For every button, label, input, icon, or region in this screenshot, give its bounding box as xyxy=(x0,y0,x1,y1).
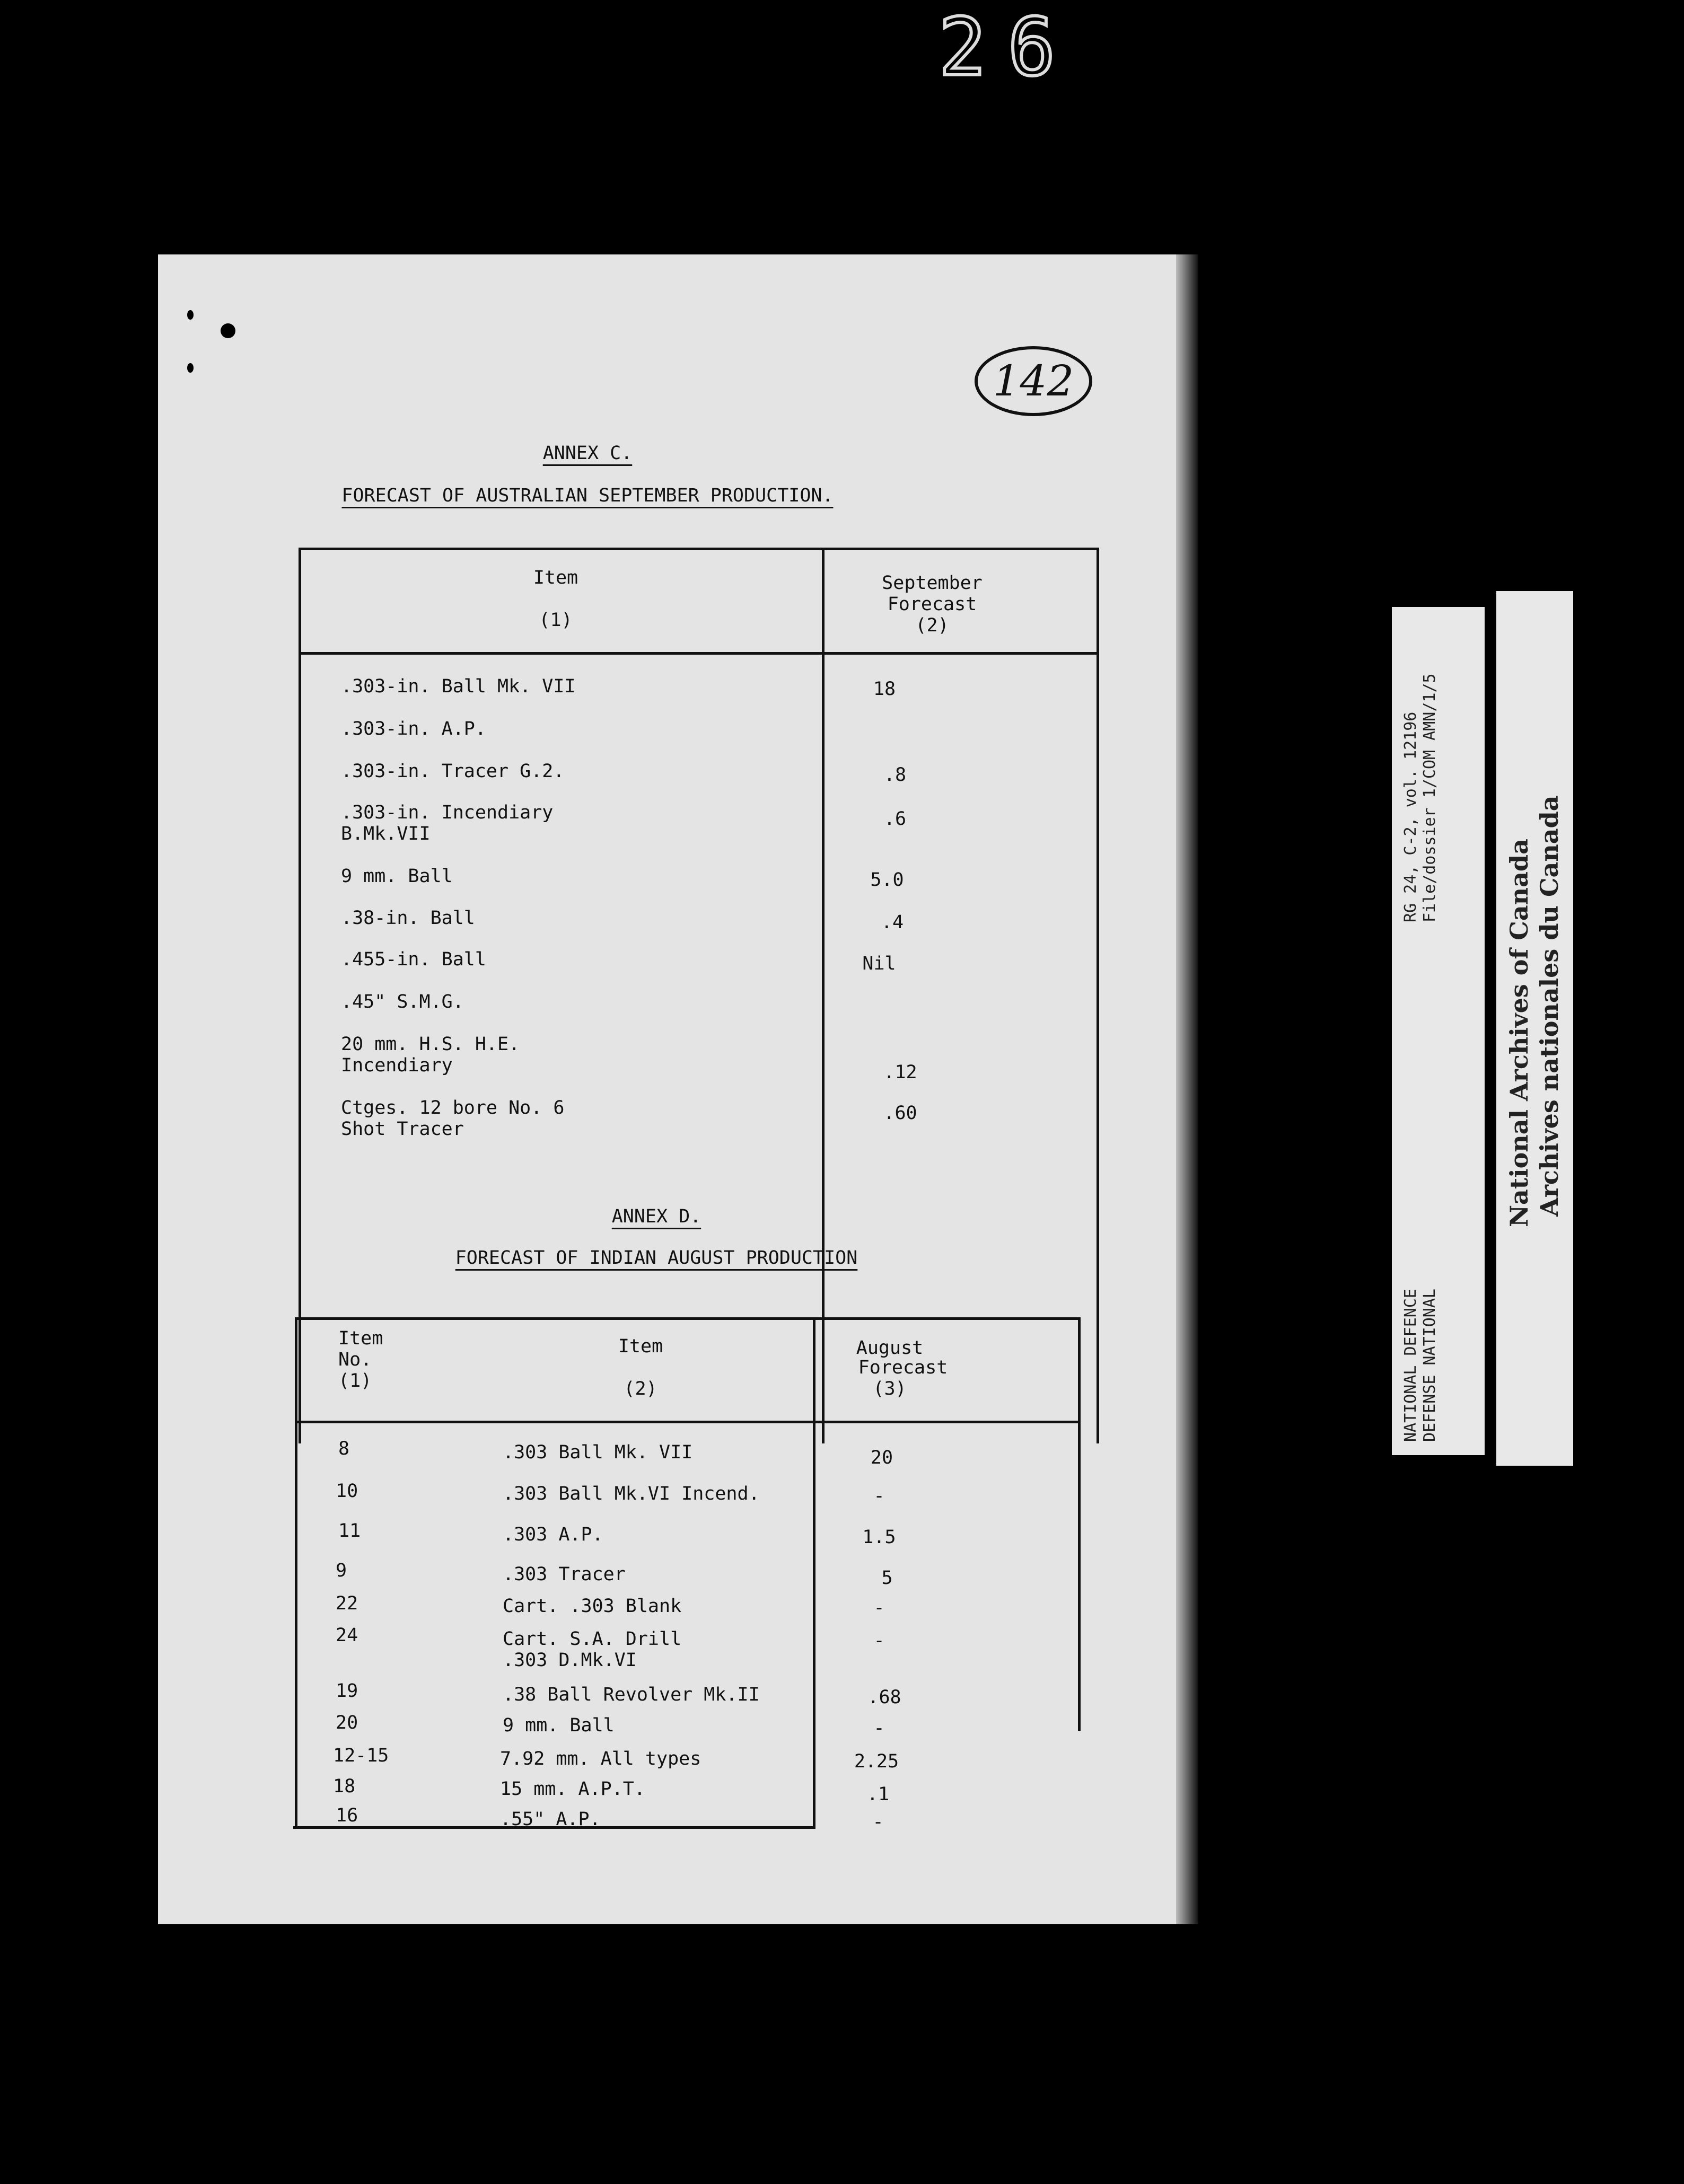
archive-reference-line: RG 24, C-2, vol. 12196 xyxy=(1401,711,1420,922)
table-cell-forecast: .1 xyxy=(866,1784,890,1805)
annex-d-subtitle: FORECAST OF INDIAN AUGUST PRODUCTION xyxy=(455,1247,858,1269)
punch-hole xyxy=(187,363,194,373)
table-cell-no: 8 xyxy=(338,1438,350,1459)
table-cell-item: 15 mm. A.P.T. xyxy=(500,1778,645,1800)
frame-number: 26 xyxy=(939,2,1077,94)
table-cell-forecast: 5.0 xyxy=(870,869,904,891)
table-cell-forecast: 1.5 xyxy=(862,1527,896,1548)
table-cell-forecast: .6 xyxy=(883,808,907,830)
annex-c-col-forecast-number: (2) xyxy=(915,615,949,636)
archives-name-en: National Archives of Canada xyxy=(1505,839,1533,1227)
table-cell-item: 9 mm. Ball xyxy=(341,866,453,887)
table-cell-forecast: - xyxy=(873,1718,885,1739)
table-cell-item: .303 A.P. xyxy=(503,1524,603,1545)
punch-hole xyxy=(187,310,194,320)
annex-c-subtitle: FORECAST OF AUSTRALIAN SEPTEMBER PRODUCTION. xyxy=(341,485,834,506)
annex-d-col-forecast-number: (3) xyxy=(873,1378,907,1399)
table-cell-item: .303 Tracer xyxy=(503,1564,626,1585)
table-cell-item: .38-in. Ball xyxy=(341,908,475,929)
archive-institution-label xyxy=(1496,591,1573,1466)
table-cell-no: 22 xyxy=(336,1593,358,1614)
table-cell-item: 20 mm. H.S. H.E. Incendiary xyxy=(341,1034,520,1076)
table-cell-forecast: - xyxy=(872,1811,884,1833)
table-cell-item: .303-in. Incendiary B.Mk.VII xyxy=(341,802,554,844)
table-cell-no: 20 xyxy=(336,1712,358,1733)
table-cell-no: 18 xyxy=(333,1776,356,1797)
table-cell-no: 19 xyxy=(336,1680,358,1702)
annex-d-col-forecast-header: August xyxy=(856,1337,924,1359)
table-cell-forecast: 5 xyxy=(881,1567,893,1589)
table-cell-item: Ctges. 12 bore No. 6 Shot Tracer xyxy=(341,1097,565,1140)
department-line: DEFENSE NATIONAL xyxy=(1420,1289,1439,1442)
archive-reference-label xyxy=(1392,607,1485,1455)
table-cell-item: .455-in. Ball xyxy=(341,949,486,970)
table-cell-item: Cart. S.A. Drill .303 D.Mk.VI xyxy=(503,1628,682,1671)
table-cell-forecast: .4 xyxy=(881,912,904,933)
table-cell-no: 9 xyxy=(336,1560,347,1581)
archives-name-fr: Archives nationales du Canada xyxy=(1535,795,1564,1217)
annex-c-title: ANNEX C. xyxy=(542,443,633,464)
table-cell-forecast: .60 xyxy=(883,1103,917,1124)
table-cell-forecast: .8 xyxy=(883,764,907,786)
annex-d-col-no-header: Item No. xyxy=(338,1328,383,1370)
folio-number: 142 xyxy=(975,346,1092,416)
table-cell-no: 16 xyxy=(336,1805,358,1826)
table-cell-forecast: - xyxy=(873,1630,885,1651)
ink-blot xyxy=(221,323,235,338)
table-cell-item: 9 mm. Ball xyxy=(503,1715,615,1736)
archive-reference-line: File/dossier 1/COM AMN/1/5 xyxy=(1420,673,1439,922)
table-cell-forecast: 18 xyxy=(873,679,896,700)
table-cell-item: .55" A.P. xyxy=(500,1809,601,1830)
table-cell-item: .38 Ball Revolver Mk.II xyxy=(503,1684,760,1705)
table-cell-forecast: 2.25 xyxy=(854,1751,899,1772)
department-line: NATIONAL DEFENCE xyxy=(1401,1289,1420,1442)
paper-edge xyxy=(1176,254,1198,1924)
table-cell-item: .303-in. Tracer G.2. xyxy=(341,761,565,782)
table-cell-forecast: Nil xyxy=(862,953,896,974)
table-cell-no: 11 xyxy=(338,1520,361,1542)
annex-d-col-forecast-header: Forecast xyxy=(858,1357,948,1378)
table-cell-item: .303-in. Ball Mk. VII xyxy=(341,676,576,697)
annex-c-col-item-number: (1) xyxy=(539,610,573,631)
table-cell-forecast: - xyxy=(873,1597,885,1618)
table-cell-forecast: .68 xyxy=(867,1687,901,1708)
annex-d-title: ANNEX D. xyxy=(611,1206,701,1227)
table-cell-item: 7.92 mm. All types xyxy=(500,1748,701,1769)
table-cell-item: .303 Ball Mk. VII xyxy=(503,1442,693,1463)
table-cell-forecast: - xyxy=(873,1485,885,1507)
table-cell-item: .303 Ball Mk.VI Incend. xyxy=(503,1483,760,1504)
table-cell-no: 24 xyxy=(336,1625,358,1646)
annex-d-col-no-number: (1) xyxy=(338,1370,372,1392)
table-cell-forecast: .12 xyxy=(883,1062,917,1083)
table-cell-no: 12-15 xyxy=(333,1745,389,1766)
annex-d-col-item-header: Item xyxy=(618,1336,663,1357)
table-cell-forecast: 20 xyxy=(870,1447,893,1468)
table-cell-item: .45" S.M.G. xyxy=(341,991,464,1012)
annex-c-col-forecast-header: September xyxy=(882,573,983,594)
document-page xyxy=(158,254,1198,1924)
table-cell-item: .303-in. A.P. xyxy=(341,718,486,739)
annex-d-col-item-number: (2) xyxy=(624,1378,657,1399)
annex-c-col-forecast-header: Forecast xyxy=(887,594,977,615)
annex-c-col-item-header: Item xyxy=(533,567,578,588)
table-cell-no: 10 xyxy=(336,1481,358,1502)
table-cell-item: Cart. .303 Blank xyxy=(503,1596,682,1617)
